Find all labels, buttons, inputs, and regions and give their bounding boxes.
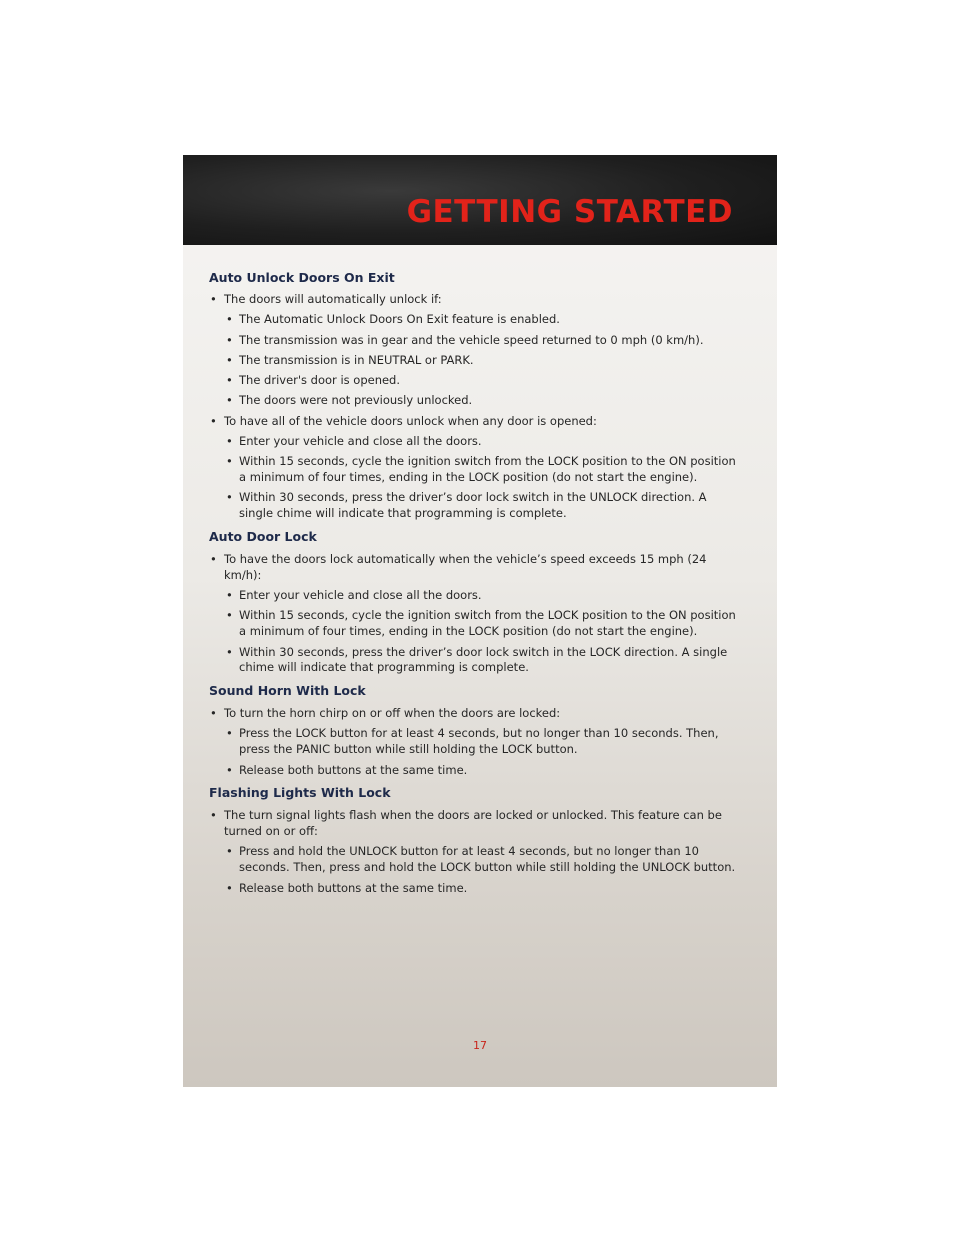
list-item: • Within 30 seconds, press the driver’s door lock switch in the UNLOCK direction. A single chime will indicate that programming is complete. <box>209 490 737 522</box>
list-item: • The transmission was in gear and the vehicle speed returned to 0 mph (0 km/h). <box>209 333 737 349</box>
list-item: • The doors were not previously unlocked. <box>209 393 737 409</box>
list-item: • The turn signal lights flash when the doors are locked or unlocked. This feature can be turned on or off: <box>209 808 737 840</box>
list-item: • The driver's door is opened. <box>209 373 737 389</box>
list-item: • The Automatic Unlock Doors On Exit feature is enabled. <box>209 312 737 328</box>
list-item: • Release both buttons at the same time. <box>209 763 737 779</box>
list-item: • Within 15 seconds, cycle the ignition switch from the LOCK position to the ON position a minimum of four times, ending in the LOCK position (do not start the engine). <box>209 608 737 640</box>
section-title: GETTING STARTED <box>406 194 733 230</box>
list-item: • Press and hold the UNLOCK button for at least 4 seconds, but no longer than 10 seconds. Then, press and hold the LOCK button while still holding the UNLOCK button. <box>209 844 737 876</box>
list-auto-door-lock <box>209 552 737 676</box>
list-item: • Within 30 seconds, press the driver’s door lock switch in the LOCK direction. A single chime will indicate that programming is complete. <box>209 645 737 677</box>
page-number: 17 <box>473 1039 487 1052</box>
list-item: • To turn the horn chirp on or off when the doors are locked: <box>209 706 737 722</box>
list-item: • Within 15 seconds, cycle the ignition switch from the LOCK position to the ON position a minimum of four times, ending in the LOCK position (do not start the engine). <box>209 454 737 486</box>
heading-auto-door-lock: Auto Door Lock <box>209 529 317 545</box>
heading-flashing-lights-with-lock: Flashing Lights With Lock <box>209 785 391 801</box>
list-item: • Enter your vehicle and close all the doors. <box>209 588 737 604</box>
list-flashing-lights-with-lock <box>209 808 737 896</box>
heading-auto-unlock-doors-on-exit: Auto Unlock Doors On Exit <box>209 270 395 285</box>
heading-sound-horn-with-lock: Sound Horn With Lock <box>209 683 366 699</box>
manual-page <box>183 155 777 1087</box>
list-item: • Release both buttons at the same time. <box>209 881 737 897</box>
section-header-banner <box>183 155 777 245</box>
list-auto-unlock-doors-on-exit <box>209 292 737 522</box>
list-item: • Enter your vehicle and close all the doors. <box>209 434 737 450</box>
page-content <box>209 269 737 901</box>
list-item: • To have the doors lock automatically when the vehicle’s speed exceeds 15 mph (24 km/h): <box>209 552 737 584</box>
list-sound-horn-with-lock <box>209 706 737 778</box>
list-item: • The doors will automatically unlock if: <box>209 292 737 308</box>
list-item: • Press the LOCK button for at least 4 seconds, but no longer than 10 seconds. Then, press the PANIC button while still holding the LOCK button. <box>209 726 737 758</box>
list-item: • The transmission is in NEUTRAL or PARK. <box>209 353 737 369</box>
list-item: • To have all of the vehicle doors unlock when any door is opened: <box>209 414 737 430</box>
